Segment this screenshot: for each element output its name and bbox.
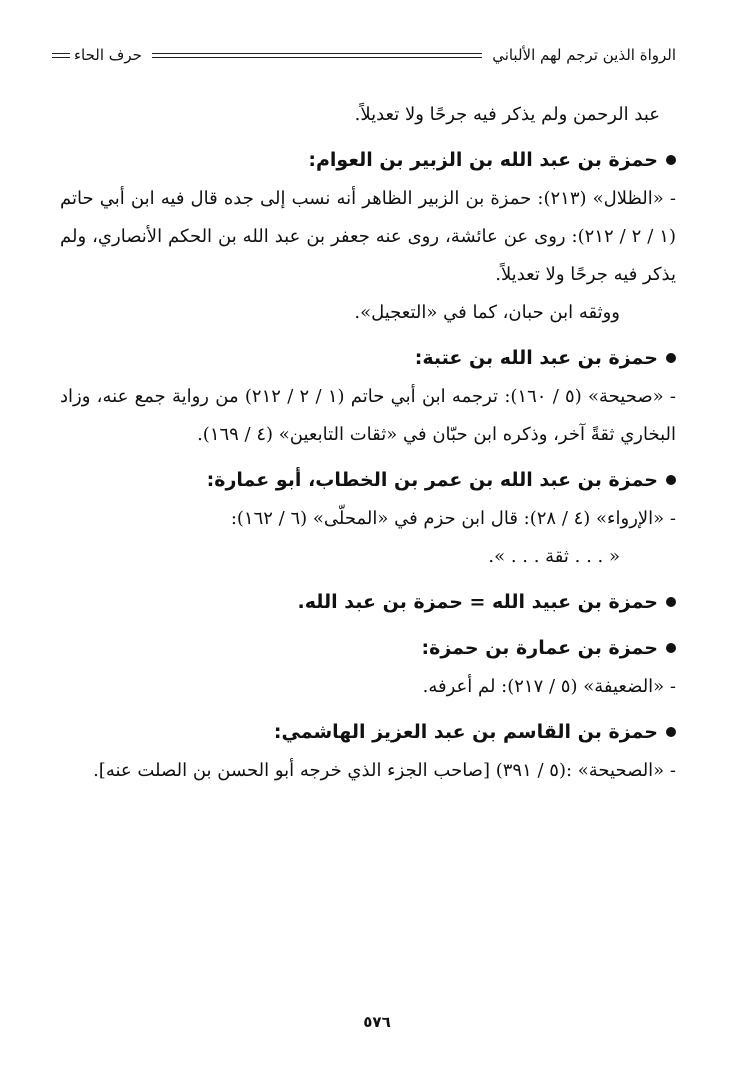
bullet-icon (666, 643, 676, 653)
bullet-icon (666, 597, 676, 607)
page-number: ٥٧٦ (363, 1013, 391, 1031)
header-end-rule (52, 53, 70, 58)
bullet-icon (666, 155, 676, 165)
entry (60, 628, 676, 706)
entry-heading (60, 140, 676, 180)
entry-name: حمزة بن عبد الله بن الزبير بن العوام: (308, 149, 658, 171)
entry-citation: - «الظلال» (٢١٣): حمزة بن الزبير الظاهر أنه نسب إلى جده قال فيه ابن أبي حاتم (١ / ٢ / ٢١٢): روى عن عائشة، روى عنه جعفر بن عبد الله بن الحكم الأنصاري، ولم يذكر فيه جرحًا ولا تعديلاً. (60, 188, 676, 285)
entry (60, 338, 676, 454)
entry-citation: - «الإرواء» (٤ / ٢٨): قال ابن حزم في «المحلّى» (٦ / ١٦٢): (230, 508, 676, 529)
entry-heading (60, 628, 676, 668)
running-header (52, 40, 676, 70)
entry-heading (60, 460, 676, 500)
bullet-icon (666, 727, 676, 737)
entry-quote: « . . . ثقة . . . ». (488, 546, 620, 567)
section-title: حرف الحاء (74, 46, 142, 64)
entry-name: حمزة بن عبد الله بن عمر بن الخطاب، أبو عمارة: (206, 469, 658, 491)
entry-name: حمزة بن القاسم بن عبد العزيز الهاشمي: (273, 721, 658, 743)
entry (60, 712, 676, 790)
intro-text: عبد الرحمن ولم يذكر فيه جرحًا ولا تعديلاً. (354, 104, 660, 125)
bullet-icon (666, 475, 676, 485)
entry (60, 582, 676, 622)
entry-citation: - «صحيحة» (٥ / ١٦٠): ترجمه ابن أبي حاتم (١ / ٢ / ٢١٢) من رواية جمع عنه، وزاد البخاري ثقةً آخر، وذكره ابن حبّان في «ثقات التابعين» (٤ / ١٦٩). (60, 386, 676, 445)
book-title: الرواة الذين ترجم لهم الألباني (492, 46, 676, 64)
bullet-icon (666, 353, 676, 363)
entry-heading (60, 712, 676, 752)
entry-citation: - «الصحيحة» :(٥ / ٣٩١) [صاحب الجزء الذي خرجه أبو الحسن بن الصلت عنه]. (93, 760, 676, 781)
entry-heading (60, 582, 676, 622)
entry (60, 140, 676, 332)
entry-name: حمزة بن عبيد الله = حمزة بن عبد الله. (297, 591, 658, 613)
entry-note: ووثقه ابن حبان، كما في «التعجيل». (354, 302, 620, 323)
entry-name: حمزة بن عبد الله بن عتبة: (414, 347, 658, 369)
entry (60, 460, 676, 576)
header-double-rule (152, 53, 482, 58)
page-content (60, 96, 676, 790)
entry-heading (60, 338, 676, 378)
entry-citation: - «الضعيفة» (٥ / ٢١٧): لم أعرفه. (422, 676, 676, 697)
entry-name: حمزة بن عمارة بن حمزة: (421, 637, 658, 659)
